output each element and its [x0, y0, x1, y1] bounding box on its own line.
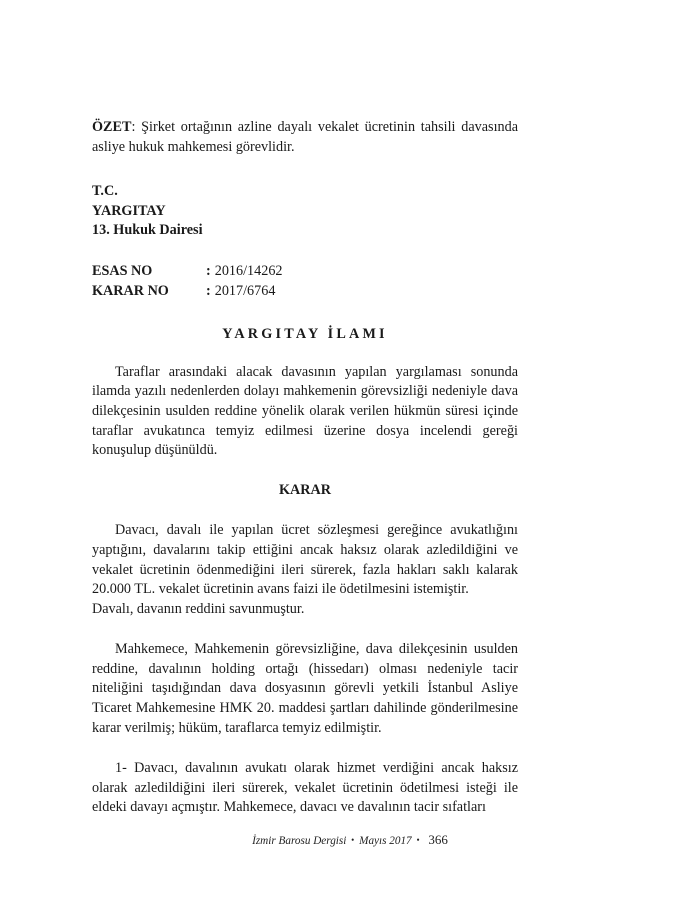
defense-paragraph: Davalı, davanın reddini savunmuştur.: [92, 600, 305, 617]
case-numbers: [92, 262, 518, 301]
karar-colon: :: [206, 282, 211, 299]
esas-row: [92, 262, 518, 282]
court-name: YARGITAY: [92, 202, 166, 219]
esas-colon: :: [206, 262, 211, 279]
karar-row: [92, 282, 518, 302]
summary-paragraph: [92, 118, 518, 157]
journal-date: Mayıs 2017: [359, 835, 412, 847]
document-body: [92, 118, 518, 818]
court-country: T.C.: [92, 183, 118, 200]
karar-label: KARAR NO: [92, 282, 169, 299]
court-chamber: 13. Hukuk Dairesi: [92, 222, 203, 239]
evaluation-paragraph: 1- Davacı, davalının avukatı olarak hizmet verdiğini ancak haksız olarak azledildiğini ileri sürerek, vekalet ücretinin ödetilmesi isteği ile eldeki davayı açmıştır. Mahkemece, davacı ve davalının tacir sıfatları: [92, 760, 518, 816]
court-header: [92, 182, 518, 241]
journal-name: İzmir Barosu Dergisi: [252, 835, 347, 847]
page-number: 366: [428, 832, 448, 847]
intro-paragraph: Taraflar arasındaki alacak davasının yapılan yargılaması sonunda ilamda yazılı nedenlerden dolayı mahkemenin görevsizliği nedeniyle dava dilekçesinin usulden reddine yönelik olarak verilen hükmün süresi içinde taraflar avukatınca temyiz edilmesi üzerine dosya incelendi gereği konuşulup düşünüldü.: [92, 363, 518, 459]
claim-paragraph: Davacı, davalı ile yapılan ücret sözleşmesi gereğince avukatlığını yaptığını, davalarını takip ettiğini ancak haksız olarak azledildiğini ve vekalet ücretinin ödenmediğini ileri sürerek, fazla hakları saklı kalarak 20.000 TL. vekalet ücretinin avans faizi ile ödetilmesini istemiştir.: [92, 522, 518, 598]
page-footer: [0, 832, 700, 848]
footer-separator-2: •: [416, 835, 420, 845]
ilam-heading: YARGITAY İLAMI: [222, 326, 388, 343]
summary-text: : Şirket ortağının azline dayalı vekalet ücretinin tahsili davasında asliye hukuk mahkemesi görevlidir.: [92, 119, 518, 155]
karar-value: 2017/6764: [214, 282, 276, 299]
court-decision-paragraph: Mahkemece, Mahkemenin görevsizliğine, dava dilekçesinin usulden reddine, davalının holding ortağı (hissedarı) olması nedeniyle tacir niteliğini taşıdığından dava dosyasının görevli yetkili İstanbul Asliye Ticaret Mahkemesine HMK 20. maddesi şartları dahilinde gönderilmesine karar verilmiş; hüküm, taraflarca temyiz edilmiştir.: [92, 641, 518, 736]
footer-separator: •: [351, 835, 355, 845]
karar-heading: KARAR: [278, 481, 332, 498]
esas-label: ESAS NO: [92, 262, 153, 279]
summary-label: ÖZET: [92, 119, 132, 135]
esas-value: 2016/14262: [214, 262, 283, 279]
